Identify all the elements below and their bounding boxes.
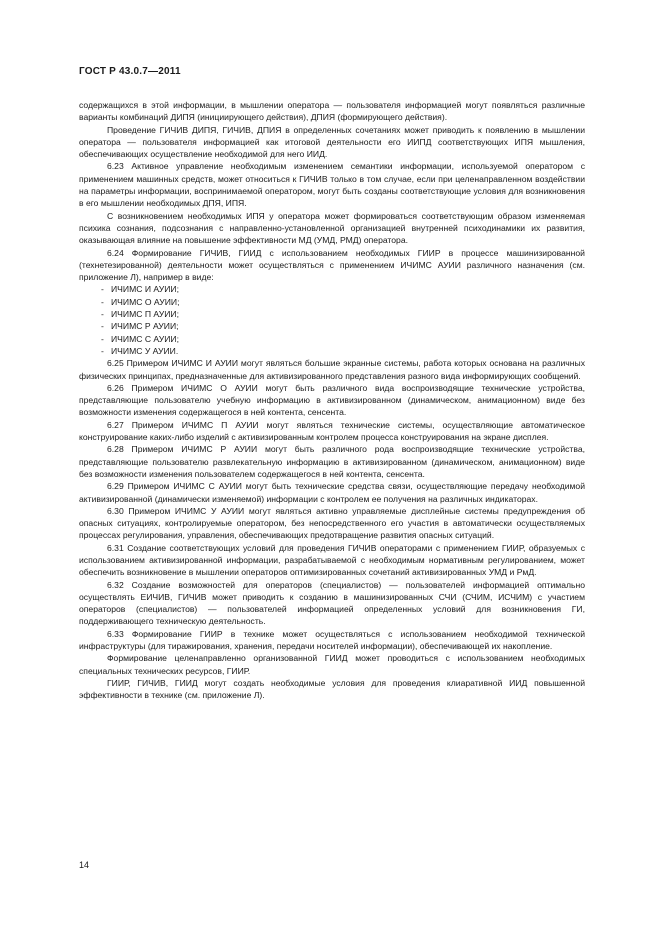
paragraph-6-27: 6.27 Примером ИЧИМС П АУИИ могут являться технические системы, осуществляющие автоматическое конструирование каких-либо изделий с активизированным контролем процесса конструирования на экране дисплея. [79, 419, 585, 443]
paragraph-6-28: 6.28 Примером ИЧИМС Р АУИИ могут быть различного рода воспроизводящие технические устройства, представляющие пользователю развлекательную информацию в активизированном (динамическом, анимационном) виде без возможности изменения пользователем содержащегося в ней контента, сенсента. [79, 444, 585, 479]
paragraph-6-29: 6.29 Примером ИЧИМС С АУИИ могут быть технические средства связи, осуществляющие передачу необходимой активизированной (динамически изменяемой) информации с контролем ее получения на различных индикаторах. [79, 481, 585, 504]
document-header: ГОСТ Р 43.0.7—2011 [79, 66, 181, 77]
list-item: - ИЧИМС С АУИИ; [79, 333, 585, 345]
list-item: - ИЧИМС Р АУИИ; [79, 320, 585, 332]
paragraph: ГИИР, ГИЧИВ, ГИИД могут создать необходимые условия для проведения клиаративной ИИД повышенной эффективности в технике (см. приложение Л). [79, 677, 585, 701]
paragraph: С возникновением необходимых ИПЯ у оператора может формироваться соответствующим образом изменяемая психика сознания, подсознания с направленно-установленной организацией внутренней психодинамики их развития, оказывающая влияние на повышение эффективности МД (УМД, РМД) оператора. [79, 210, 585, 246]
document-body [79, 99, 585, 702]
system-list [79, 283, 585, 357]
paragraph-6-25: 6.25 Примером ИЧИМС И АУИИ могут являться большие экранные системы, работа которых основана на различных физических принципах, предназначенные для активизированного представления разного вида информирующих сообщений. [79, 358, 585, 381]
paragraph: Проведение ГИЧИВ ДИПЯ, ГИЧИВ, ДПИЯ в определенных сочетаниях может приводить к появлению в мышлении оператора — пользователя информацией как итоговой деятельности его ИИПД соответствующих ИПЯ мышления, обеспечивающих осуществление необходимой для него ИИД. [79, 124, 585, 160]
paragraph-6-26: 6.26 Примером ИЧИМС О АУИИ могут быть различного вида воспроизводящие технические устройства, представляющие пользователю учебную информацию в активизированном (динамическом, анимационном) виде без возможности изменения содержащегося в ней контента, сенсента. [79, 382, 585, 418]
paragraph-continued: содержащихся в этой информации, в мышлении оператора — пользователя информацией могут появляться различные варианты комбинаций ДИПЯ (инициирующего действия), ДПИЯ (формирующего действия). [79, 100, 585, 123]
list-item: - ИЧИМС П АУИИ; [79, 308, 585, 320]
paragraph-6-30: 6.30 Примером ИЧИМС У АУИИ могут являться активно управляемые дисплейные системы предупреждения об опасных ситуациях, контролируемые оператором, без непосредственного его участия в автоматически осуществляемых процессах регулирования, управления, обеспечивающих предотвращение развития опасных ситуаций. [79, 505, 585, 541]
paragraph: Формирование целенаправленно организованной ГИИД может проводиться с использованием необходимых специальных технических ресурсов, ГИИР. [79, 653, 585, 676]
page-number: 14 [79, 860, 90, 870]
paragraph-6-32: 6.32 Создание возможностей для операторов (специалистов) — пользователей информацией оптимально осуществлять ЕИЧИВ, ГИЧИВ может приводить к созданию в машинизированных СЧИ (СЧИМ, ИСЧИМ) с участием операторов (специалистов) — пользователей информацией определенных условий для возникновения ГИ, поддерживающего техническую деятельность. [79, 579, 585, 627]
paragraph-6-33: 6.33 Формирование ГИИР в технике может осуществляться с использованием необходимой технической инфраструктуры (для тиражирования, хранения, передачи носителей информации), обеспечивающей их накопление. [79, 628, 585, 652]
list-item: - ИЧИМС И АУИИ; [79, 283, 585, 295]
list-item: - ИЧИМС О АУИИ; [79, 296, 585, 308]
paragraph-6-24: 6.24 Формирование ГИЧИВ, ГИИД с использованием необходимых ГИИР в процессе машинизированной (технетезированной) деятельности может осуществляться с применением ИЧИМС АУИИ различного назначения (см. приложение Л), например в виде: [79, 247, 585, 283]
paragraph-6-31: 6.31 Создание соответствующих условий для проведения ГИЧИВ операторами с применением ГИИР, образуемых с использованием активизированной информации, разрабатываемой с необходимым нормативным регулированием, может обеспечить возникновение в мышлении операторов оптимизированных сочетаний активизированных УМД и РмД. [79, 542, 585, 578]
paragraph-6-23: 6.23 Активное управление необходимым изменением семантики информации, используемой оператором с применением машинных средств, может относиться к ГИЧИВ только в том случае, если при целенаправленном воздействии на параметры информации, воспринимаемой оператором, могут быть созданы соответствующие условия для возникновения в его мышлении необходимых ДПЯ, ИПЯ. [79, 161, 585, 209]
list-item: - ИЧИМС У АУИИ. [79, 345, 585, 357]
